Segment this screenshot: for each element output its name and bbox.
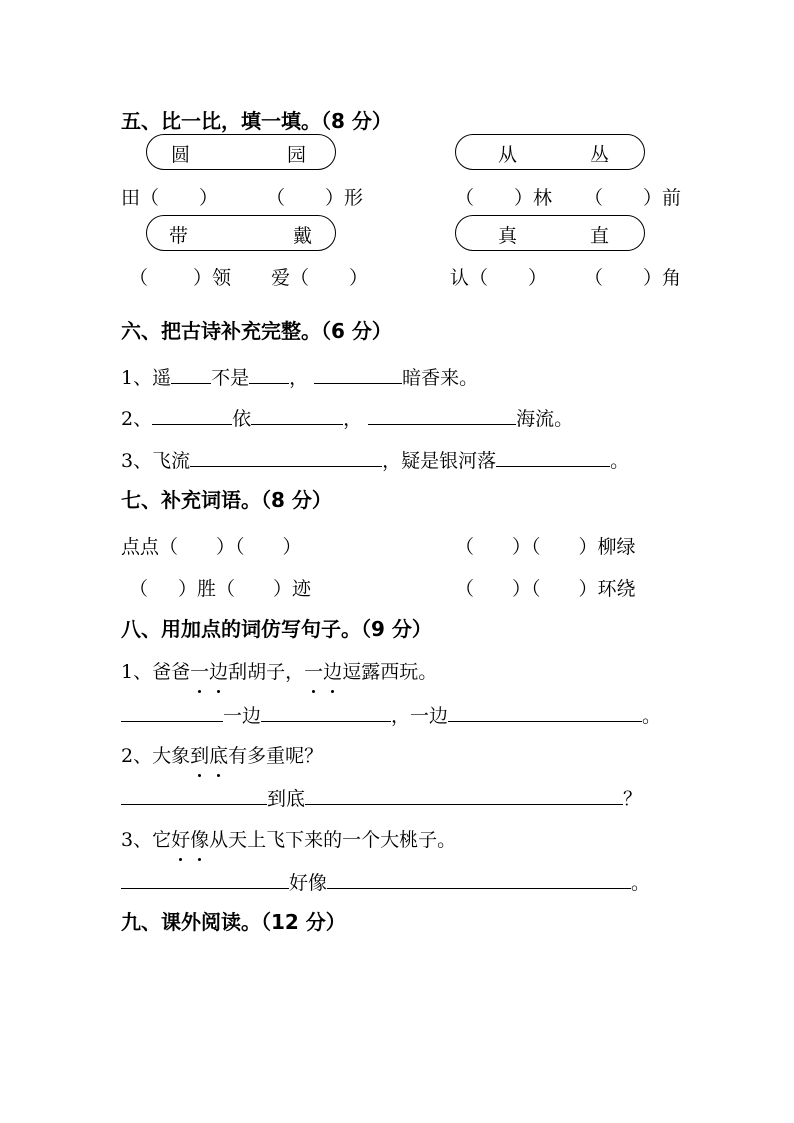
- char-pair-yuan: [146, 134, 336, 170]
- example-sentence-1: 1、爸爸一边刮胡子，一边逗露西玩。: [121, 657, 437, 684]
- poem-blank[interactable]: [368, 404, 516, 425]
- poem-blank[interactable]: [314, 363, 402, 384]
- answer-blank[interactable]: [327, 868, 631, 889]
- idiom-sheng-ji[interactable]: （ ）胜（ ）迹: [129, 578, 312, 600]
- pair-char: 戴: [293, 225, 313, 247]
- emphasis-dot-char: 一: [304, 657, 323, 684]
- blank-lin[interactable]: （ ）林: [455, 187, 553, 209]
- example-sentence-2: 2、大象到底有多重呢？: [121, 741, 323, 768]
- idiom-liu-lv[interactable]: （ ）（ ）柳绿: [455, 536, 636, 558]
- section6-heading: 六、把古诗补充完整。（6 分）: [121, 319, 392, 343]
- poem-line-3: 3、飞流 ，疑是银河落 。: [121, 446, 629, 473]
- poem-blank[interactable]: [249, 363, 289, 384]
- section5-heading: 五、比一比，填一填。（8 分）: [121, 109, 392, 133]
- blank-qian[interactable]: （ ）前: [584, 187, 682, 209]
- answer-blank[interactable]: [448, 701, 642, 722]
- pair-char: 园: [287, 144, 307, 166]
- char-pair-dai: [146, 215, 336, 251]
- emphasis-dot-char: 底: [209, 741, 228, 768]
- answer-blank[interactable]: [261, 701, 391, 722]
- answer-line-3: 好像 。: [121, 868, 650, 895]
- poem-line-1: 1、遥 不是 ， 暗香来。: [121, 363, 478, 390]
- pair-char: 丛: [590, 144, 610, 166]
- emphasis-dot-char: 好: [171, 825, 190, 852]
- char-pair-zhen: [455, 215, 645, 251]
- blank-tian[interactable]: 田（ ）: [121, 187, 219, 209]
- section7-heading: 七、补充词语。（8 分）: [121, 488, 332, 512]
- idiom-dian-dian[interactable]: 点点（ ）（ ）: [121, 536, 302, 558]
- emphasis-dot-char: 到: [190, 741, 209, 768]
- poem-blank[interactable]: [152, 404, 232, 425]
- answer-line-1: 一边 ，一边 。: [121, 701, 661, 728]
- answer-blank[interactable]: [121, 868, 289, 889]
- poem-blank[interactable]: [190, 446, 382, 467]
- pair-char: 真: [498, 225, 518, 247]
- example-sentence-3: 3、它好像从天上飞下来的一个大桃子。: [121, 825, 456, 852]
- answer-blank[interactable]: [121, 701, 223, 722]
- emphasis-dot-char: 边: [323, 657, 342, 684]
- emphasis-dot-char: 一: [190, 657, 209, 684]
- answer-blank[interactable]: [305, 784, 623, 805]
- idiom-huan-rao[interactable]: （ ）（ ）环绕: [455, 578, 636, 600]
- section9-heading: 九、课外阅读。（12 分）: [121, 910, 346, 934]
- poem-blank[interactable]: [171, 363, 211, 384]
- blank-jiao[interactable]: （ ）角: [584, 267, 682, 289]
- blank-ling[interactable]: （ ）领: [129, 267, 232, 289]
- answer-line-2: 到底 ？: [121, 784, 642, 811]
- answer-blank[interactable]: [121, 784, 267, 805]
- blank-ren[interactable]: 认（ ）: [450, 267, 548, 289]
- blank-ai[interactable]: 爱（ ）: [271, 267, 369, 289]
- pair-char: 带: [169, 225, 189, 247]
- blank-xing[interactable]: （ ）形: [266, 187, 364, 209]
- pair-char: 圆: [171, 144, 191, 166]
- emphasis-dot-char: 像: [190, 825, 209, 852]
- section8-heading: 八、用加点的词仿写句子。（9 分）: [121, 617, 432, 641]
- poem-line-2: 2、 依 ， 海流。: [121, 404, 573, 431]
- pair-char: 从: [498, 144, 518, 166]
- poem-blank[interactable]: [496, 446, 610, 467]
- char-pair-cong: [455, 134, 645, 170]
- pair-char: 直: [590, 225, 610, 247]
- emphasis-dot-char: 边: [209, 657, 228, 684]
- poem-blank[interactable]: [251, 404, 343, 425]
